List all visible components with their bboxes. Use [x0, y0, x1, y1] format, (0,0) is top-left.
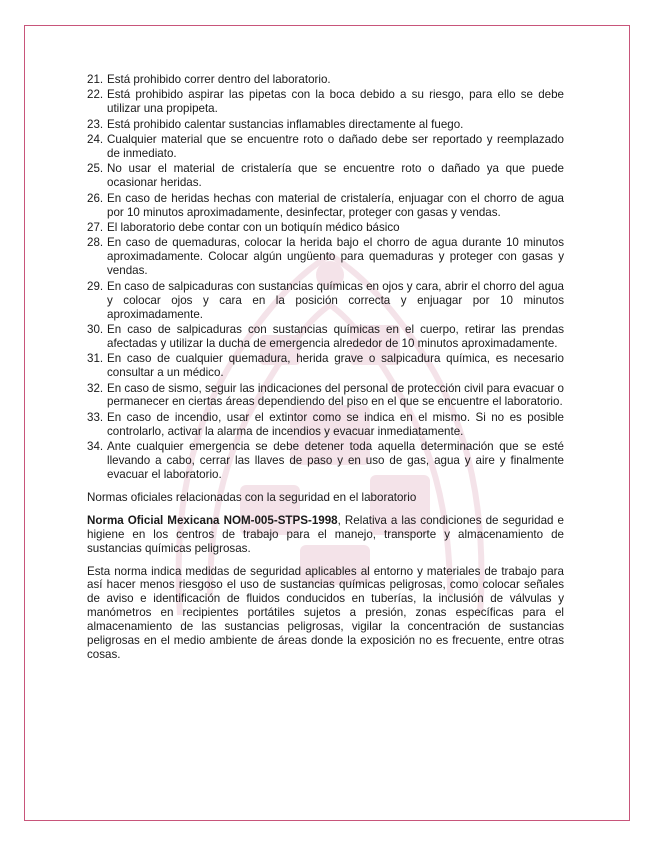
document-body	[87, 73, 564, 662]
list-item: 30. En caso de salpicaduras con sustancias químicas en el cuerpo, retirar las prendas afectadas y utilizar la ducha de emergencia alrededor de 10 minutos aproximadamente.	[87, 322, 564, 350]
list-item: 23. Está prohibido calentar sustancias inflamables directamente al fuego.	[87, 117, 464, 131]
list-item: 26. En caso de heridas hechas con material de cristalería, enjuagar con el chorro de agua por 10 minutos aproximadamente, desinfectar, proteger con gasas y vendas.	[87, 191, 564, 219]
norm-code: Norma Oficial Mexicana NOM-005-STPS-1998	[87, 513, 338, 527]
list-item: 31. En caso de cualquier quemadura, herida grave o salpicadura química, es necesario consultar a un médico.	[87, 352, 564, 380]
list-item: 25. No usar el material de cristalería que se encuentre roto o dañado ya que puede ocasionar heridas.	[87, 162, 564, 190]
list-item: 28. En caso de quemaduras, colocar la herida bajo el chorro de agua durante 10 minutos aproximadamente. Colocar algún ungüento para quemaduras y proteger con gasas y vendas.	[87, 236, 564, 278]
norm-description: , Relativa a las condiciones de seguridad e higiene en los centros de trabajo para el manejo, transporte y almacenamiento de sustancias químicas peligrosas.	[87, 513, 564, 555]
safety-rules-list	[87, 73, 564, 482]
list-item: 22. Está prohibido aspirar las pipetas con la boca debido a su riesgo, para ello se debe utilizar una propipeta.	[87, 88, 564, 116]
list-item: 21. Está prohibido correr dentro del laboratorio.	[87, 73, 331, 86]
section-title: Normas oficiales relacionadas con la seguridad en el laboratorio	[87, 490, 417, 504]
norm-details-paragraph: Esta norma indica medidas de seguridad aplicables al entorno y materiales de trabajo para así hacer menos riesgoso el uso de sustancias químicas peligrosas, como colocar señales de aviso e identificación de fluidos conducidos en tuberías, la inclusión de válvulas y manómetros en recipientes portátiles sujetos a presión, zonas específicas para el almacenamiento de las sustancias peligrosas, vigilar la concentración de sustancias peligrosas en el medio ambiente de áreas donde la exposición no es frecuente, entre otras cosas.	[87, 564, 564, 661]
list-item: 29. En caso de salpicaduras con sustancias químicas en ojos y cara, abrir el chorro del agua y colocar ojos y cara en la posición correcta y enjuagar por 10 minutos aproximadamente.	[87, 279, 564, 321]
list-item: 32. En caso de sismo, seguir las indicaciones del personal de protección civil para evacuar o permanecer en ciertas áreas dependiendo del piso en el que se encuentre el laboratorio.	[87, 381, 564, 409]
list-item: 34. Ante cualquier emergencia se debe detener toda aquella determinación que se esté llevando a cabo, cerrar las llaves de paso y en uso de gas, agua y aire y finalmente evacuar el laboratorio.	[87, 440, 564, 481]
list-item: 27. El laboratorio debe contar con un botiquín médico básico	[87, 221, 400, 235]
list-item: 24. Cualquier material que se encuentre roto o dañado debe ser reportado y reemplazado de inmediato.	[87, 133, 564, 161]
norm-paragraph	[87, 514, 564, 556]
list-item: 33. En caso de incendio, usar el extintor como se indica en el mismo. Si no es posible controlarlo, activar la alarma de incendios y evacuar inmediatamente.	[87, 410, 564, 438]
